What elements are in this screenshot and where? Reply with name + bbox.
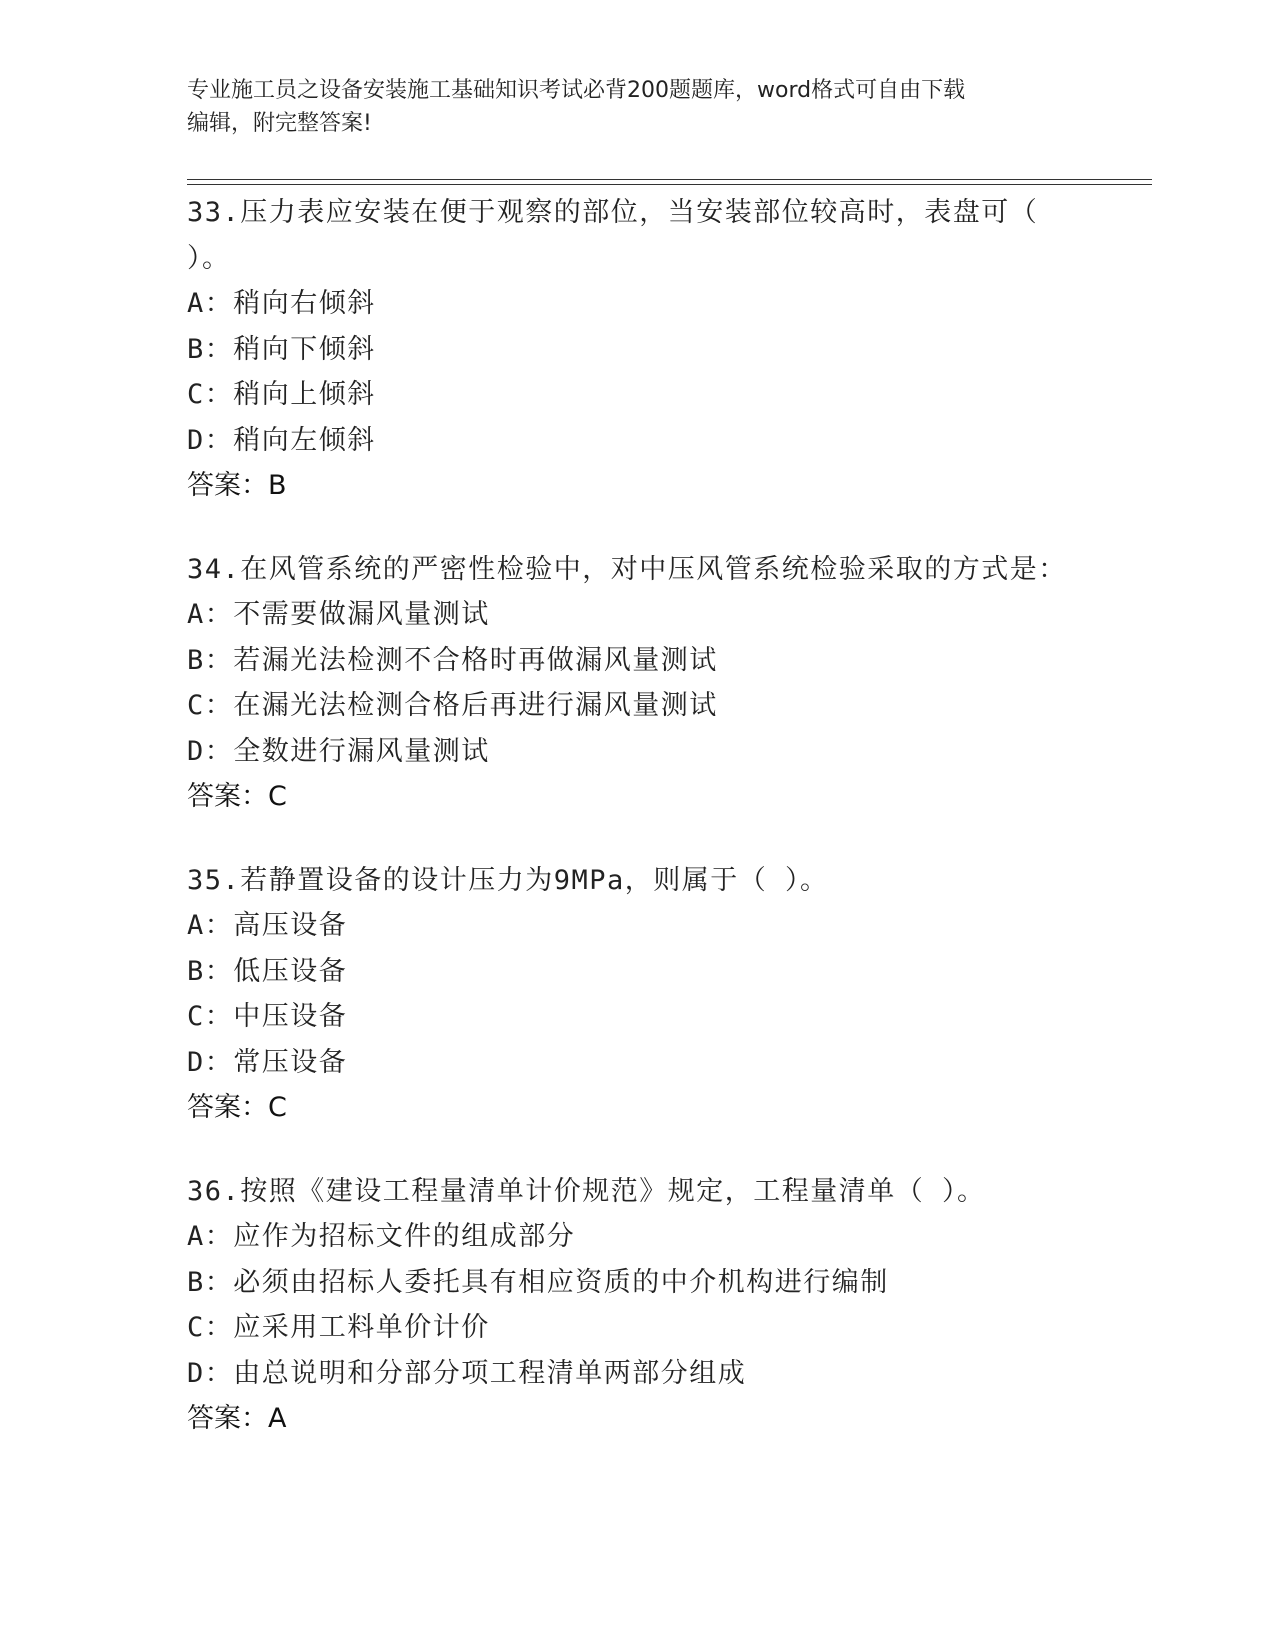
option-d: D：由总说明和分部分项工程清单两部分组成	[187, 1357, 747, 1389]
answer-line: 答案：C	[187, 1092, 287, 1123]
question-list	[187, 190, 1087, 1480]
option-c: C：稍向上倾斜	[187, 379, 376, 410]
option-b: B：必须由招标人委托具有相应资质的中介机构进行编制	[187, 1266, 889, 1298]
option-a: A：稍向右倾斜	[187, 288, 376, 319]
answer-line: 答案：A	[187, 1403, 287, 1434]
option-c: C：中压设备	[187, 1001, 348, 1032]
question-33	[187, 190, 1087, 509]
question-36	[187, 1169, 1087, 1442]
question-stem-line: 33.压力表应安装在便于观察的部位，当安装部位较高时，表盘可（	[187, 197, 1039, 228]
header-line-1: 专业施工员之设备安装施工基础知识考试必背200题题库，word格式可自由下载	[187, 78, 966, 103]
question-stem-line: ）。	[187, 242, 231, 274]
option-b: B：若漏光法检测不合格时再做漏风量测试	[187, 644, 718, 676]
option-a: A：应作为招标文件的组成部分	[187, 1221, 576, 1252]
option-b: B：稍向下倾斜	[187, 333, 376, 365]
option-d: D：稍向左倾斜	[187, 424, 376, 456]
question-34	[187, 547, 1087, 820]
header-divider-bottom	[187, 184, 1152, 185]
option-a: A：不需要做漏风量测试	[187, 599, 490, 630]
question-stem-line: 36.按照《建设工程量清单计价规范》规定，工程量清单（ ）。	[187, 1175, 986, 1207]
answer-line: 答案：B	[187, 470, 287, 501]
header-divider-top	[187, 179, 1152, 180]
option-d: D：全数进行漏风量测试	[187, 735, 490, 767]
question-35	[187, 858, 1087, 1131]
question-stem-line: 34.在风管系统的严密性检验中，对中压风管系统检验采取的方式是：	[187, 553, 1067, 585]
option-c: C：应采用工料单价计价	[187, 1312, 490, 1343]
option-d: D：常压设备	[187, 1046, 348, 1078]
option-c: C：在漏光法检测合格后再进行漏风量测试	[187, 690, 718, 721]
header-line-2: 编辑，附完整答案!	[187, 111, 372, 136]
answer-line: 答案：C	[187, 781, 287, 812]
document-header	[187, 74, 1087, 140]
option-a: A：高压设备	[187, 910, 348, 941]
question-stem-line: 35.若静置设备的设计压力为9MPa，则属于（ ）。	[187, 864, 829, 896]
option-b: B：低压设备	[187, 955, 348, 987]
